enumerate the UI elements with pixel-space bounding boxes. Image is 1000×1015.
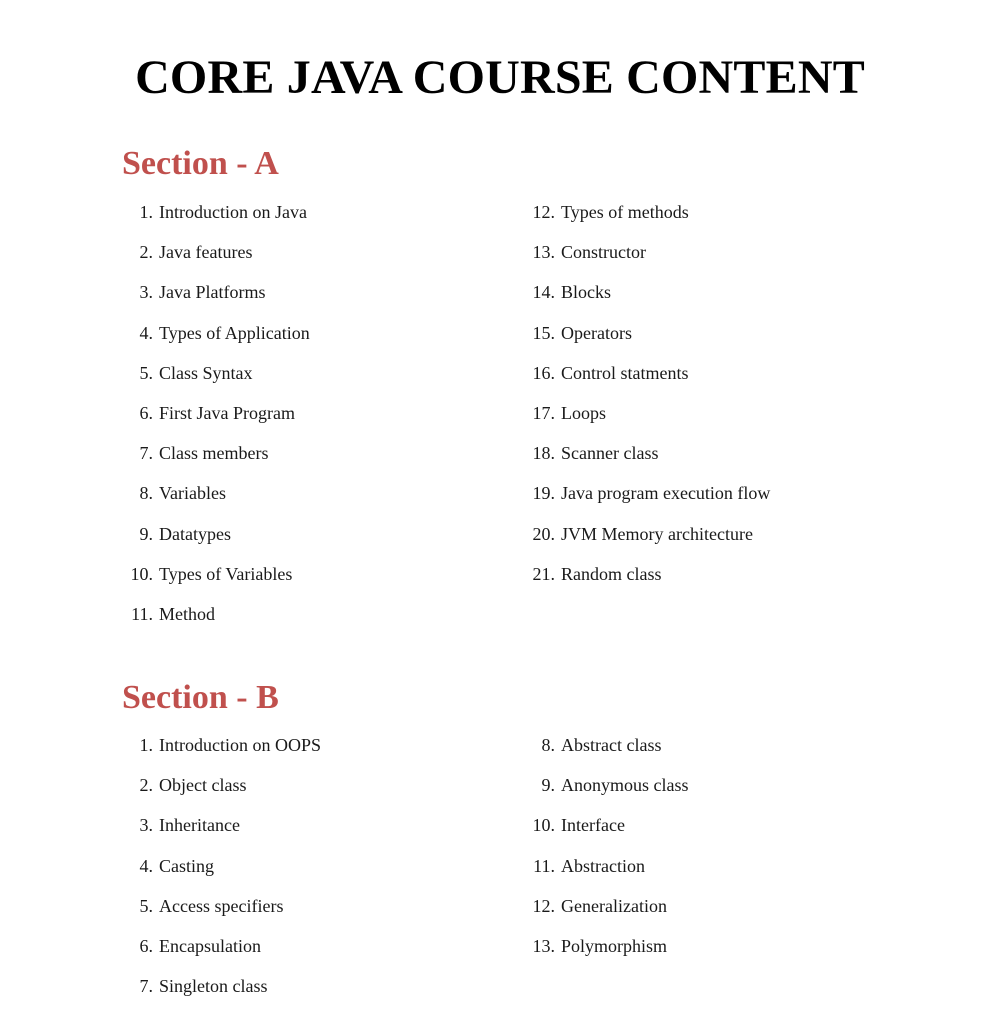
list-item bbox=[533, 855, 689, 895]
list-item-text: Singleton class bbox=[159, 976, 268, 997]
document-title: CORE JAVA COURSE CONTENT bbox=[135, 51, 865, 104]
list-item bbox=[532, 523, 770, 563]
list-item-number: 17. bbox=[532, 402, 555, 423]
list-item-number: 2. bbox=[139, 775, 153, 796]
section-b-right-list bbox=[532, 734, 689, 975]
list-item bbox=[139, 322, 310, 362]
list-item-number: 2. bbox=[139, 242, 153, 263]
list-item bbox=[139, 241, 310, 281]
list-item-text: Inheritance bbox=[159, 815, 240, 836]
list-item-number: 10. bbox=[532, 815, 555, 836]
list-item bbox=[139, 201, 310, 241]
list-item-text: Java Platforms bbox=[159, 282, 266, 303]
list-item-number: 11. bbox=[131, 603, 153, 624]
list-item bbox=[139, 482, 310, 522]
list-item-number: 21. bbox=[532, 563, 555, 584]
list-item-number: 7. bbox=[139, 976, 153, 997]
list-item bbox=[532, 563, 770, 603]
list-item-text: Access specifiers bbox=[159, 895, 284, 916]
list-item-text: Anonymous class bbox=[561, 775, 689, 796]
list-item bbox=[532, 482, 771, 522]
list-item-number: 12. bbox=[532, 895, 555, 916]
list-item-text: Loops bbox=[561, 402, 606, 423]
list-item-number: 15. bbox=[532, 322, 555, 343]
list-item-text: Abstraction bbox=[561, 855, 645, 876]
list-item-text: Control statments bbox=[561, 362, 689, 383]
list-item bbox=[532, 935, 689, 975]
list-item-text: Variables bbox=[159, 483, 226, 504]
list-item-number: 8. bbox=[541, 735, 555, 755]
list-item-number: 8. bbox=[139, 483, 153, 504]
list-item-number: 4. bbox=[139, 855, 153, 876]
list-item-text: Introduction on Java bbox=[159, 202, 307, 222]
list-item-number: 14. bbox=[532, 282, 555, 303]
list-item-number: 5. bbox=[139, 362, 153, 383]
list-item bbox=[139, 402, 310, 442]
list-item-number: 5. bbox=[139, 895, 153, 916]
list-item-number: 4. bbox=[139, 322, 153, 343]
list-item-text: Random class bbox=[561, 563, 662, 584]
list-item bbox=[139, 362, 310, 402]
list-item bbox=[139, 281, 310, 321]
list-item-text: Types of Application bbox=[159, 322, 310, 343]
list-item bbox=[139, 895, 321, 935]
list-item-number: 9. bbox=[541, 775, 555, 796]
list-item-text: Introduction on OOPS bbox=[159, 735, 321, 755]
list-item-text: Object class bbox=[159, 775, 247, 796]
list-item-number: 19. bbox=[532, 483, 555, 504]
list-item-text: Types of Variables bbox=[159, 563, 293, 584]
list-item bbox=[541, 774, 689, 814]
list-item-number: 6. bbox=[139, 935, 153, 956]
list-item bbox=[532, 201, 770, 241]
list-item-number: 12. bbox=[532, 202, 555, 222]
list-item-number: 20. bbox=[532, 523, 555, 544]
list-item bbox=[532, 281, 770, 321]
list-item bbox=[139, 523, 310, 563]
list-item-text: Java program execution flow bbox=[561, 483, 771, 504]
section-b-left-list bbox=[139, 734, 321, 1015]
list-item-number: 11. bbox=[533, 855, 555, 876]
list-item bbox=[139, 975, 321, 1015]
list-item bbox=[532, 322, 770, 362]
list-item-number: 6. bbox=[139, 402, 153, 423]
list-item bbox=[139, 935, 321, 975]
list-item-text: Method bbox=[159, 603, 215, 624]
list-item bbox=[532, 814, 689, 854]
list-item bbox=[532, 442, 770, 482]
list-item bbox=[139, 442, 310, 482]
list-item bbox=[130, 563, 310, 603]
section-a-right-list bbox=[532, 201, 771, 603]
list-item-text: Casting bbox=[159, 855, 215, 876]
list-item-text: Polymorphism bbox=[561, 935, 668, 956]
list-item-text: Types of methods bbox=[561, 202, 689, 222]
section-b-heading: Section - B bbox=[122, 679, 279, 716]
list-item-text: JVM Memory architecture bbox=[561, 523, 753, 544]
list-item-text: Scanner class bbox=[561, 443, 659, 464]
list-item bbox=[139, 774, 321, 814]
list-item-number: 16. bbox=[532, 362, 555, 383]
list-item-number: 3. bbox=[139, 282, 153, 303]
list-item-number: 1. bbox=[139, 735, 153, 755]
list-item-number: 10. bbox=[130, 563, 153, 584]
list-item-number: 9. bbox=[139, 523, 153, 544]
list-item bbox=[532, 895, 689, 935]
list-item-text: Java features bbox=[159, 242, 253, 263]
list-item-number: 13. bbox=[532, 242, 555, 263]
list-item-text: Encapsulation bbox=[159, 935, 261, 956]
list-item-text: Operators bbox=[561, 322, 632, 343]
list-item-text: Class Syntax bbox=[159, 362, 253, 383]
list-item-number: 3. bbox=[139, 815, 153, 836]
list-item bbox=[139, 814, 321, 854]
section-a-heading: Section - A bbox=[122, 145, 279, 182]
list-item bbox=[139, 734, 321, 774]
section-a-left-list bbox=[130, 201, 310, 643]
list-item-text: First Java Program bbox=[159, 402, 295, 423]
list-item-number: 1. bbox=[139, 202, 153, 222]
list-item bbox=[532, 241, 770, 281]
list-item-text: Constructor bbox=[561, 242, 646, 263]
list-item-number: 18. bbox=[532, 443, 555, 464]
list-item-text: Abstract class bbox=[561, 735, 662, 755]
list-item-text: Generalization bbox=[561, 895, 667, 916]
list-item bbox=[532, 402, 770, 442]
list-item-text: Interface bbox=[561, 815, 625, 836]
list-item-text: Blocks bbox=[561, 282, 612, 303]
list-item bbox=[131, 603, 310, 643]
list-item bbox=[139, 855, 321, 895]
list-item-number: 7. bbox=[139, 443, 153, 464]
list-item bbox=[541, 734, 689, 774]
list-item-text: Class members bbox=[159, 443, 269, 464]
list-item-text: Datatypes bbox=[159, 523, 231, 544]
list-item bbox=[532, 362, 770, 402]
list-item-number: 13. bbox=[532, 935, 555, 956]
